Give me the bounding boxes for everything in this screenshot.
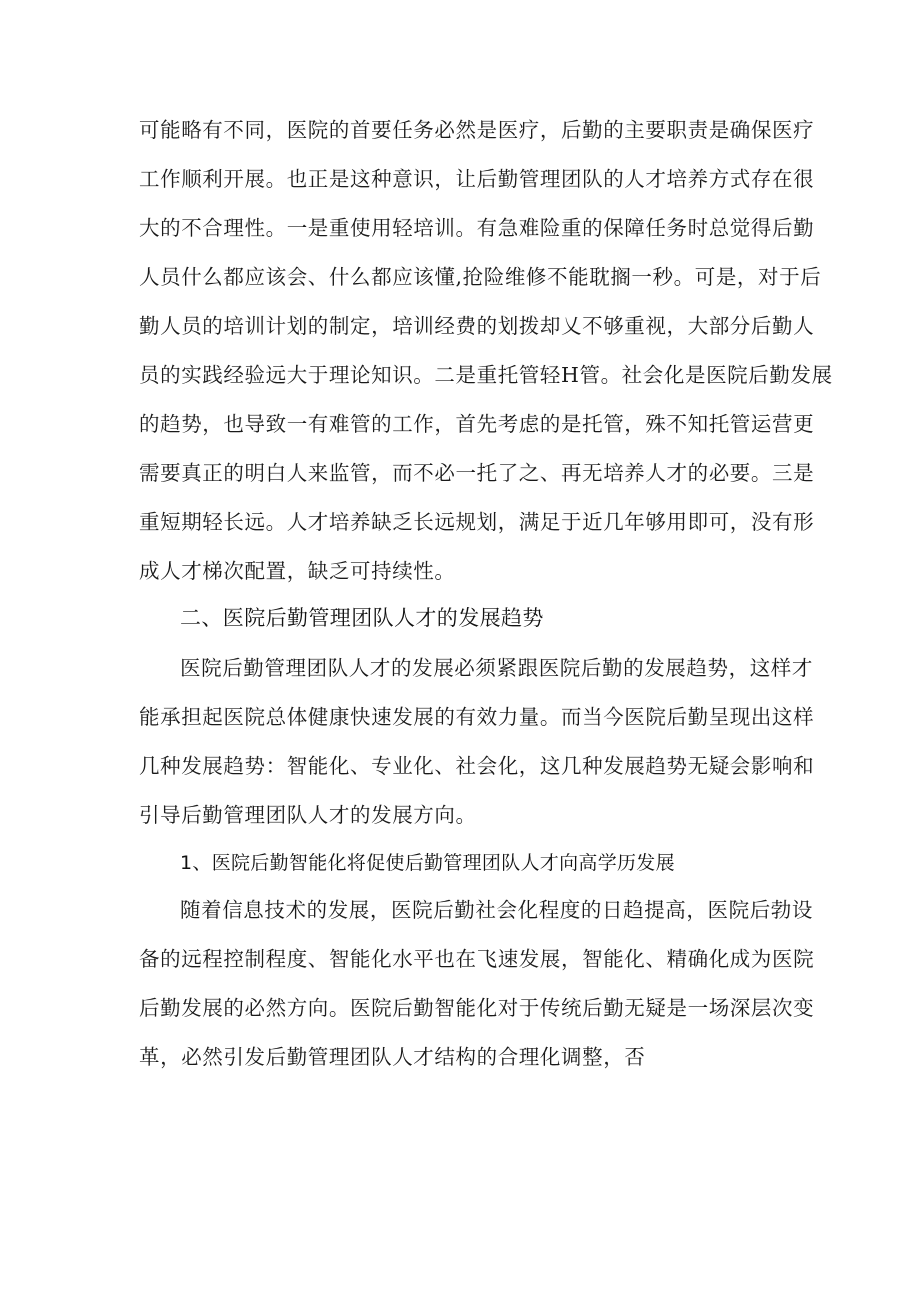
paragraph-line: 可能略有不同，医院的首要任务必然是医疗，后勤的主要职责是确保医疗 bbox=[139, 118, 815, 142]
paragraph-line: 重短期轻长远。人才培养缺乏长远规划，满足于近几年够用即可，没有形 bbox=[139, 510, 815, 534]
paragraph-line: 随着信息技术的发展，医院后勤社会化程度的日趋提高，医院后勃设 bbox=[180, 898, 813, 922]
subsection-heading: 1、医院后勤智能化将促使后勤管理团队人才向高学历发展 bbox=[180, 852, 675, 874]
paragraph-line: 需要真正的明白人来监管，而不必一托了之、再无培养人才的必要。三是 bbox=[139, 461, 815, 485]
section-heading: 二、医院后勤管理团队人才的发展趋势 bbox=[180, 606, 544, 630]
paragraph-line: 人员什么都应该会、什么都应该懂,抢险维修不能耽搁一秒。可是，对于后 bbox=[139, 265, 822, 289]
paragraph-line: 员的实践经验远大于理论知识。二是重托管轻H管。社会化是医院后勤发展 bbox=[139, 363, 833, 387]
paragraph-line: 几种发展趋势：智能化、专业化、社会化，这几种发展趋势无疑会影响和 bbox=[139, 754, 815, 778]
paragraph-line: 成人才梯次配置，缺乏可持续性。 bbox=[139, 559, 456, 583]
paragraph-line: 勤人员的培训计划的制定，培训经费的划拨却乂不够重视，大部分后勤人 bbox=[139, 314, 815, 338]
paragraph-line: 引导后勤管理团队人才的发展方向。 bbox=[139, 803, 477, 827]
paragraph-line: 后勤发展的必然方向。医院后勤智能化对于传统后勤无疑是一场深层次变 bbox=[139, 996, 815, 1020]
paragraph-line: 革，必然引发后勤管理团队人才结构的合理化调整，否 bbox=[139, 1045, 646, 1069]
paragraph-line: 的趋势，也导致一有难管的工作，首先考虑的是托管，殊不知托管运营更 bbox=[139, 412, 815, 436]
paragraph-line: 医院后勤管理团队人才的发展必须紧跟医院后勤的发展趋势，这样才 bbox=[180, 656, 813, 680]
paragraph-line: 备的远程控制程度、智能化水平也在飞速发展，智能化、精确化成为医院 bbox=[139, 947, 815, 971]
paragraph-line: 工作顺利开展。也正是这种意识，让后勤管理团队的人才培养方式存在很 bbox=[139, 167, 815, 191]
paragraph-line: 能承担起医院总体健康快速发展的有效力量。而当今医院后勤呈现出这样 bbox=[139, 705, 815, 729]
paragraph-line: 大的不合理性。一是重使用轻培训。有急难险重的保障任务时总觉得后勤 bbox=[139, 216, 815, 240]
